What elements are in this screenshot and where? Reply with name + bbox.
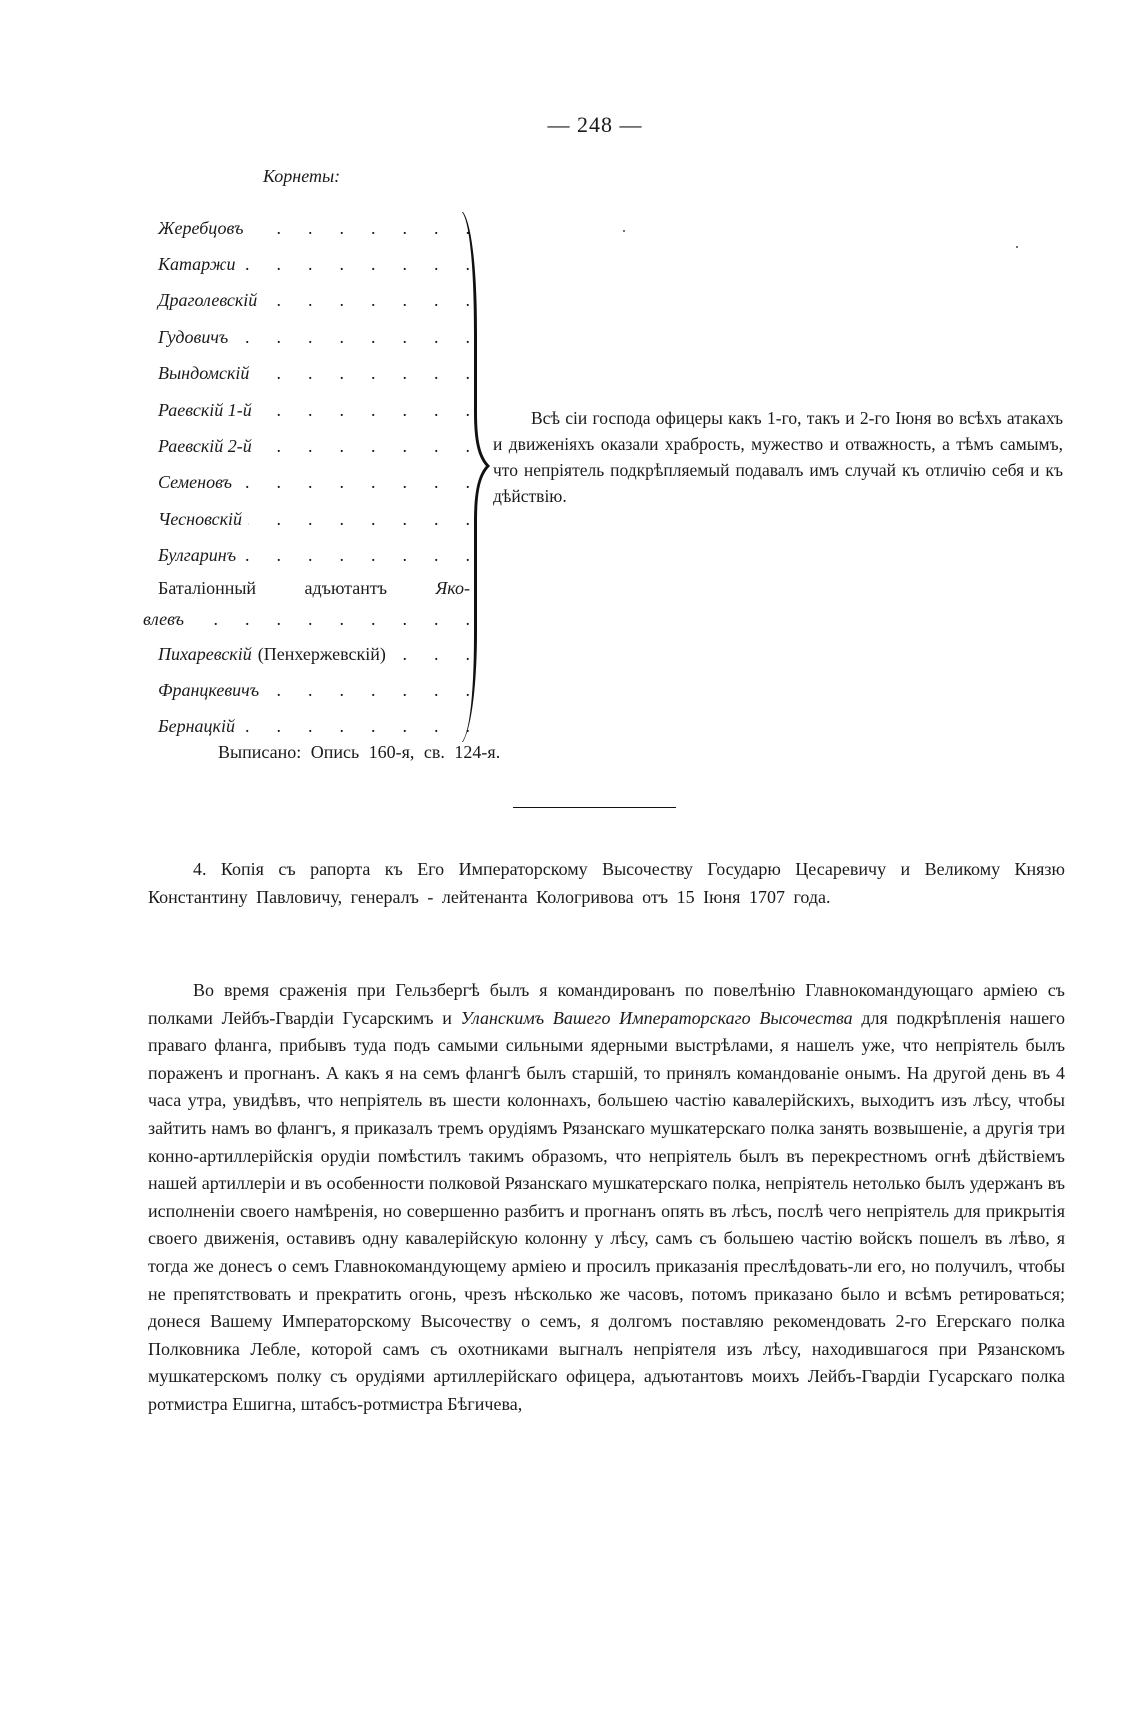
roster-row xyxy=(158,672,470,708)
roster-row xyxy=(158,501,470,537)
leader-dots xyxy=(184,609,470,630)
page-number: — 248 — xyxy=(547,112,643,137)
leader-dots xyxy=(243,218,470,239)
report-body-text-2: для подкрѣпленія нашего праваго фланга, прибывъ туда подъ самыми сильными ядерными выстрѣлами, я нашелъ уже, что непріятель былъ пораженъ и прогнанъ. А какъ я на семъ флангѣ былъ старшій, то принялъ командованіе онымъ. На другой день въ 4 часа утра, увидѣвъ, что непріятель въ шести колоннахъ, большею частію кавалерійскихъ, выходитъ изъ лѣсу, чтобы зайтить намъ во флангъ, я приказалъ тремъ орудіямъ Рязанскаго мушкатерскаго полка занять возвышеніе, а другія три конно-артиллерійскія орудіи помѣстилъ такимъ образомъ, что непріятель былъ въ перекрестномъ огнѣ дѣйствіемъ нашей артиллеріи и въ особенности полковой Рязанскаго мушкатерскаго полка, непріятель нетолько былъ удержанъ въ исполненіи своего намѣренія, но совершенно разбитъ и прогнанъ опять въ лѣсъ, послѣ чего непріятель для прикрытія своего движенія, оставивъ одну кавалерійскую колонну у лѣсу, самъ съ большею частію войскъ пошелъ въ лѣво, я тогда же донесъ о семъ Главнокомандующему арміею и просилъ приказанія преслѣдовать-ли его, но получилъ, чтобы не препятствовать и прекратить огонь, чрезъ нѣсколько же часовъ, потомъ приказано было и всѣмъ ретироваться; донеся Вашему Императорскому Высочеству о семъ, я долгомъ поставляю рекомендовать 2-го Егерскаго полка Полковника Лебле, которой самъ съ охотниками выгналъ непріятеля изъ лѣсу, находившагося при Рязанскомъ мушкатерскомъ полку съ орудіями артиллерійскаго офицера, адъютантовъ моихъ Лейбъ-Гвардіи Гусарскаго полка ротмистра Ешигна, штабсъ-ротмистра Бѣгичева, xyxy=(148,1007,1065,1414)
adjutant-surname-end: влевъ xyxy=(143,609,185,630)
roster-row-adjutant-cont xyxy=(143,604,470,636)
leader-dots xyxy=(257,290,470,311)
roster-row xyxy=(158,319,470,355)
officer-name: Бернацкій xyxy=(158,716,235,737)
section-heading-cornets: Корнеты: xyxy=(263,166,341,186)
adjutant-word-1: Баталіонный xyxy=(158,578,257,599)
document-title: 4. Копія съ рапорта къ Его Императорскому Высочеству Государю Цесаревичу и Великому Князю Константину Павловичу, генералъ - лейтенанта Кологривова отъ 15 Іюня 1707 года. xyxy=(148,859,1065,907)
officer-name: Францкевичъ xyxy=(158,679,260,700)
section-separator xyxy=(513,807,676,808)
roster-row xyxy=(158,356,470,392)
roster-row xyxy=(158,538,470,574)
leader-dots xyxy=(252,436,470,457)
roster-row xyxy=(158,210,470,246)
report-body-text-1: Во время сраженія при Гельзбергѣ былъ я командированъ по повелѣнію Главнокомандующаго арміею съ полками Лейбъ-Гвардіи Гусарскимъ и xyxy=(148,980,1065,1028)
leader-dots xyxy=(235,254,470,275)
roster-row xyxy=(158,709,470,745)
officer-name: Пихаревскій xyxy=(158,643,252,664)
report-body xyxy=(148,977,1065,1419)
leader-dots xyxy=(235,716,470,737)
leader-dots xyxy=(252,400,470,421)
officer-name: Семеновъ xyxy=(158,472,232,493)
roster-row xyxy=(158,392,470,428)
officer-name: Раевскій 2-й xyxy=(158,436,252,457)
leader-dots xyxy=(386,644,470,665)
leader-dots xyxy=(249,363,470,384)
roster-row-adjutant xyxy=(158,574,470,604)
roster-row xyxy=(158,283,470,319)
adjutant-surname-start: Яко- xyxy=(435,578,470,599)
adjutant-word-2: адъютантъ xyxy=(304,578,388,599)
leader-dots xyxy=(236,545,470,566)
officer-name: Чесновскій xyxy=(158,508,243,529)
roster-row xyxy=(158,246,470,282)
officer-name: Драголевскій xyxy=(158,290,258,311)
roster-row xyxy=(158,428,470,464)
cornet-roster xyxy=(143,210,470,745)
leader-dots xyxy=(232,472,470,493)
leader-dots xyxy=(242,509,470,530)
leader-dots xyxy=(228,327,470,348)
leader-dots xyxy=(259,680,470,701)
report-body-italic: Уланскимъ Вашего Императорскаго Высочества xyxy=(460,1007,853,1028)
roster-row xyxy=(158,465,470,501)
officer-name: Жеребцовъ xyxy=(158,217,244,238)
roster-row xyxy=(158,636,470,672)
officers-commendation-text: Всѣ сіи господа офицеры какъ 1-го, такъ и 2-го Іюня во всѣхъ атакахъ и движеніяхъ оказали храбрость, мужество и отважность, а тѣмъ самымъ, что непріятель подкрѣпляемый подавалъ имъ случай къ отличію себя и къ дѣйствію. xyxy=(493,408,1063,506)
officer-alias: (Пенхержевскій) xyxy=(257,643,386,664)
scan-speck xyxy=(623,230,625,232)
officer-name: Вындомскій xyxy=(158,363,250,384)
source-note: Выписано: Опись 160-я, св. 124-я. xyxy=(218,742,501,762)
officer-name: Булгаринъ xyxy=(158,545,237,566)
officer-name: Раевскій 1-й xyxy=(158,399,252,420)
scan-speck xyxy=(1016,246,1018,248)
officer-name: Гудовичъ xyxy=(158,326,229,347)
officer-name: Катаржи xyxy=(158,254,236,275)
